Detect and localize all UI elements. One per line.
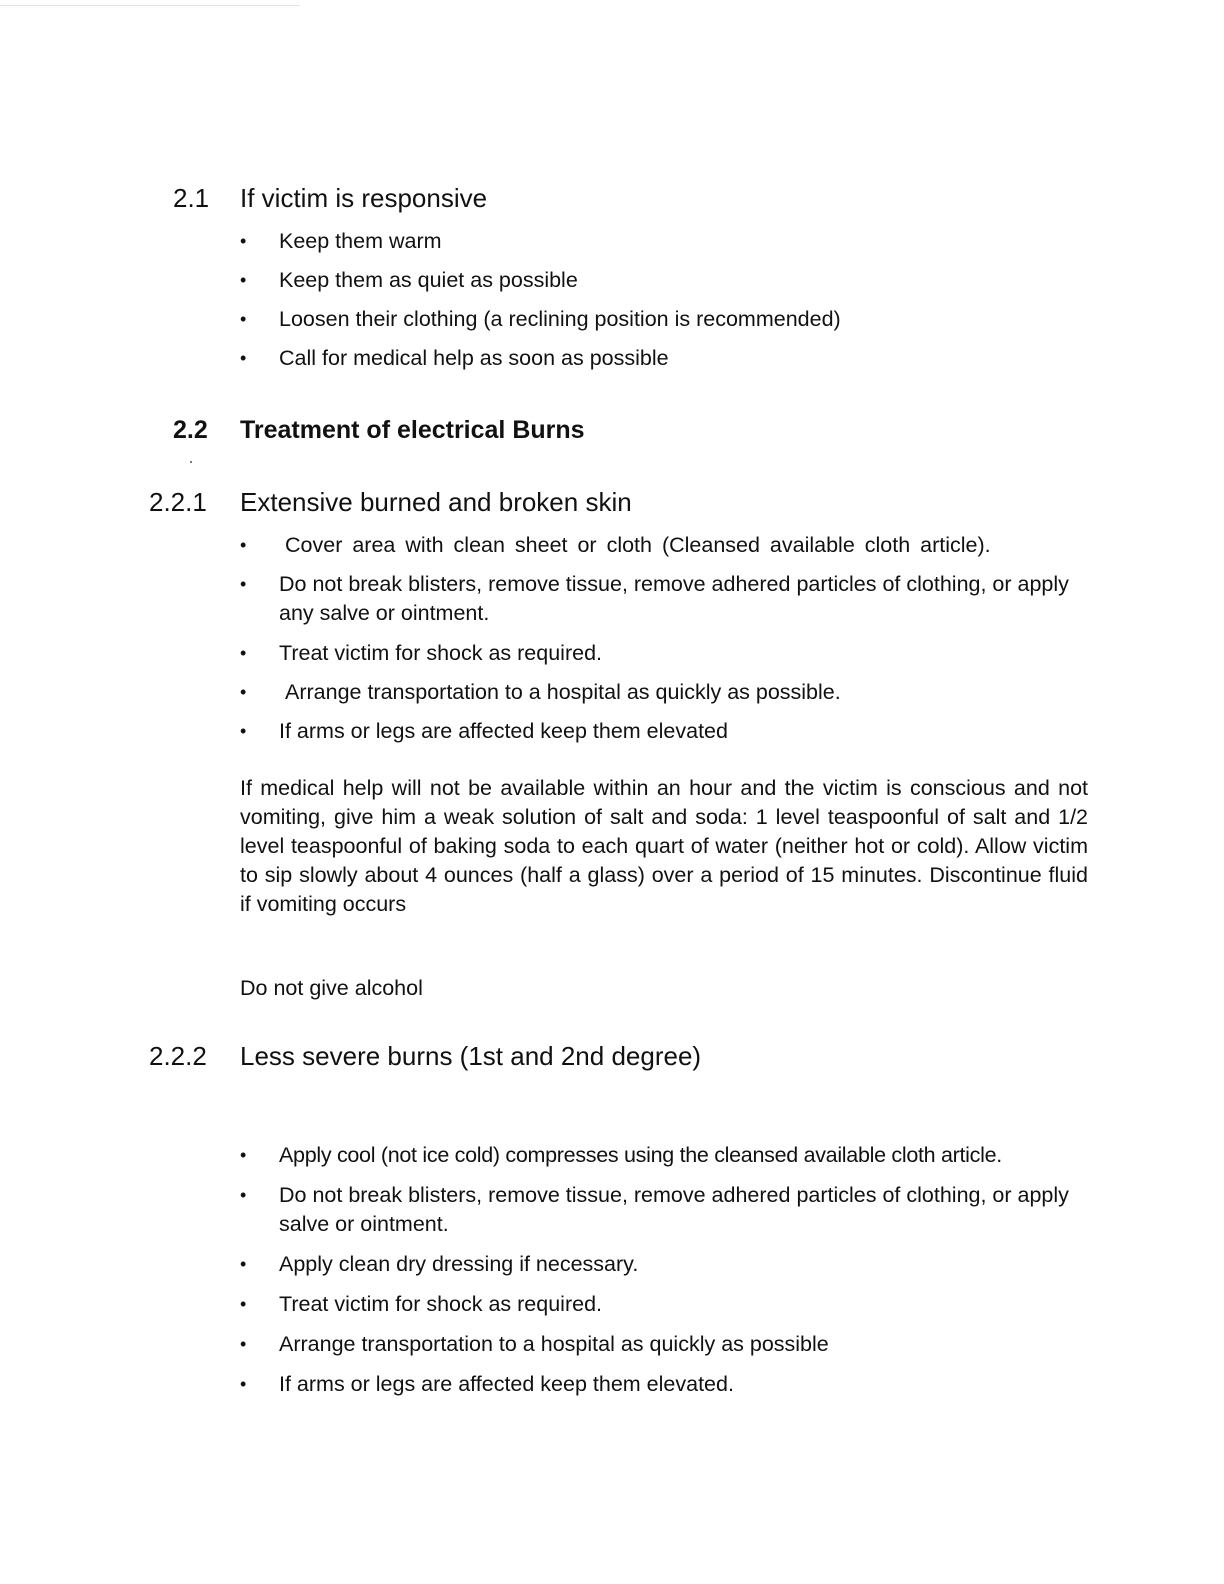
bullet-icon: • bbox=[240, 1145, 247, 1165]
bullet-icon: • bbox=[240, 270, 247, 290]
section-number: 2.2.1 bbox=[149, 487, 207, 517]
bullet-icon: • bbox=[240, 1185, 247, 1205]
section-2-2-1-list bbox=[240, 531, 1100, 746]
alcohol-note: Do not give alcohol bbox=[240, 976, 423, 1000]
bullet-icon: • bbox=[240, 231, 247, 251]
bullet-icon: • bbox=[240, 643, 247, 663]
bullet-icon: • bbox=[240, 721, 247, 741]
section-number: 2.2 bbox=[173, 416, 208, 444]
list-item: • Call for medical help as soon as possible bbox=[240, 344, 1100, 373]
scan-artifact-line bbox=[0, 5, 300, 6]
section-2-1-list bbox=[240, 227, 1100, 373]
instruction-paragraph: If medical help will not be available within an hour and the victim is conscious and not vomiting, give him a weak solution of salt and soda: 1 level teaspoonful of salt and 1/2 level teaspoonful of baking soda to each quart of water (neither hot or cold). Allow victim to sip slowly about 4 ounces (half a glass) over a period of 15 minutes. Discontinue fluid if vomiting occurs bbox=[240, 776, 1088, 916]
list-item: • Apply clean dry dressing if necessary. bbox=[240, 1250, 1100, 1279]
list-item: • Cover area with clean sheet or cloth (Cleansed available cloth article). bbox=[240, 531, 1100, 560]
bullet-icon: • bbox=[240, 535, 247, 555]
list-item: • If arms or legs are affected keep them elevated. bbox=[240, 1370, 1100, 1399]
section-title: Less severe burns (1st and 2nd degree) bbox=[240, 1041, 702, 1071]
list-item: • Loosen their clothing (a reclining position is recommended) bbox=[240, 305, 1100, 334]
section-title: Treatment of electrical Burns bbox=[240, 416, 585, 444]
bullet-icon: • bbox=[240, 682, 247, 702]
list-item: • If arms or legs are affected keep them elevated bbox=[240, 717, 1100, 746]
list-item: • Arrange transportation to a hospital as quickly as possible bbox=[240, 1330, 1100, 1359]
bullet-icon: • bbox=[240, 574, 247, 594]
list-item: • Keep them warm bbox=[240, 227, 1100, 256]
list-item: • Treat victim for shock as required. bbox=[240, 639, 1100, 668]
bullet-icon: • bbox=[240, 348, 247, 368]
section-2-2-2-list bbox=[240, 1141, 1100, 1399]
list-item: • Do not break blisters, remove tissue, remove adhered particles of clothing, or apply salve or ointment. bbox=[240, 1183, 1069, 1236]
list-item: • Apply cool (not ice cold) compresses using the cleansed available cloth article. bbox=[240, 1141, 1100, 1170]
bullet-icon: • bbox=[240, 1334, 247, 1354]
bullet-icon: • bbox=[240, 1294, 247, 1314]
section-number: 2.1 bbox=[173, 183, 210, 213]
bullet-icon: • bbox=[240, 309, 247, 329]
bullet-icon: • bbox=[240, 1254, 247, 1274]
section-title: Extensive burned and broken skin bbox=[240, 487, 632, 517]
list-item: • Arrange transportation to a hospital as quickly as possible. bbox=[240, 678, 1100, 707]
bullet-icon: • bbox=[240, 1374, 247, 1394]
list-item: • Treat victim for shock as required. bbox=[240, 1290, 1100, 1319]
stray-dot bbox=[190, 461, 192, 463]
list-item: • Do not break blisters, remove tissue, remove adhered particles of clothing, or apply any salve or ointment. bbox=[240, 572, 1069, 625]
list-item: • Keep them as quiet as possible bbox=[240, 266, 1100, 295]
section-title: If victim is responsive bbox=[240, 183, 488, 213]
section-number: 2.2.2 bbox=[149, 1041, 207, 1071]
